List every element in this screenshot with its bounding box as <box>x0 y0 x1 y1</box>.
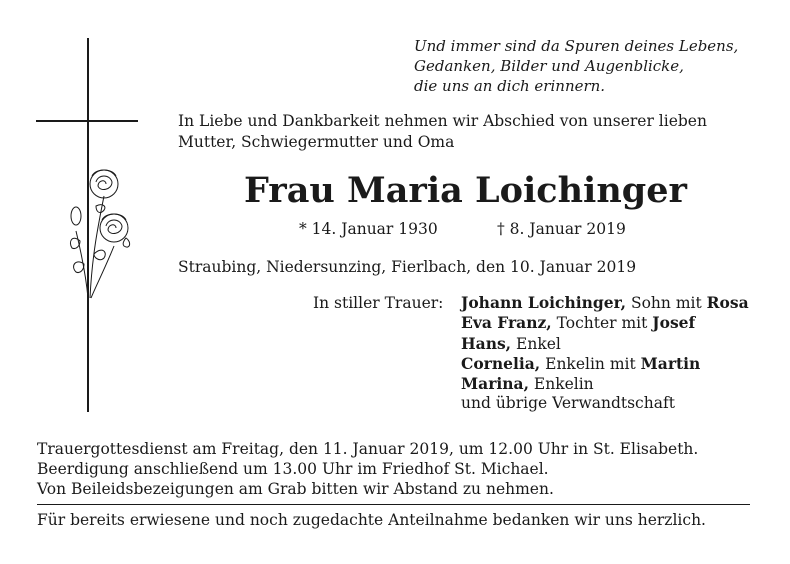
mourner-line: und übrige Verwandtschaft <box>461 394 675 413</box>
mourner-line <box>461 313 761 333</box>
mourner-name: Josef <box>652 313 696 333</box>
quote-line: Und immer sind da Spuren deines Lebens, <box>414 37 739 55</box>
thanks-note: Für bereits erwiesene und noch zugedachte Anteilnahme bedanken wir uns herzlich. <box>37 511 706 529</box>
mourner-name: Rosa <box>706 293 749 312</box>
divider <box>37 504 750 505</box>
mourner-name: Cornelia, <box>461 353 541 373</box>
place-and-date: Straubing, Niedersunzing, Fierlbach, den 10. Januar 2019 <box>178 258 637 276</box>
mourner-name: Marina, <box>461 374 529 394</box>
mourner-line <box>461 293 761 313</box>
mourner-name: Johann Loichinger, <box>461 293 627 312</box>
mourner-relation: Enkelin <box>528 375 594 394</box>
memorial-quote <box>414 36 764 96</box>
cross-with-roses-icon <box>36 36 146 416</box>
service-line: Trauergottesdienst am Freitag, den 11. Januar 2019, um 12.00 Uhr in St. Elisabeth. <box>37 440 699 458</box>
mourner-line <box>461 354 761 374</box>
service-line: Von Beileidsbezeigungen am Grab bitten wir Abstand zu nehmen. <box>37 480 554 498</box>
mourner-name: Eva Franz, <box>461 313 552 333</box>
mourner-relation: Enkelin mit <box>540 354 641 373</box>
farewell-intro <box>178 111 768 153</box>
mourner-relation: Sohn mit <box>626 294 707 312</box>
mourner-line <box>461 334 761 354</box>
mourners-list <box>461 293 761 414</box>
service-line: Beerdigung anschließend um 13.00 Uhr im Friedhof St. Michael. <box>37 460 549 478</box>
service-info <box>37 439 767 499</box>
mourner-relation: Enkel <box>511 334 561 353</box>
mourner-name: Martin <box>640 353 701 373</box>
mourners-label: In stiller Trauer: <box>313 294 444 312</box>
quote-line: Gedanken, Bilder und Augenblicke, <box>414 57 684 75</box>
mourner-relation: Tochter mit <box>551 314 653 333</box>
quote-line: die uns an dich erinnern. <box>414 77 606 95</box>
intro-line: In Liebe und Dankbarkeit nehmen wir Abschied von unserer lieben <box>178 112 707 130</box>
deceased-name: Frau Maria Loichinger <box>244 170 687 211</box>
mourner-line <box>461 374 761 394</box>
intro-line: Mutter, Schwiegermutter und Oma <box>178 133 455 151</box>
birth-date: * 14. Januar 1930 <box>299 220 438 238</box>
death-date: † 8. Januar 2019 <box>497 220 626 238</box>
mourner-name: Hans, <box>461 333 512 353</box>
